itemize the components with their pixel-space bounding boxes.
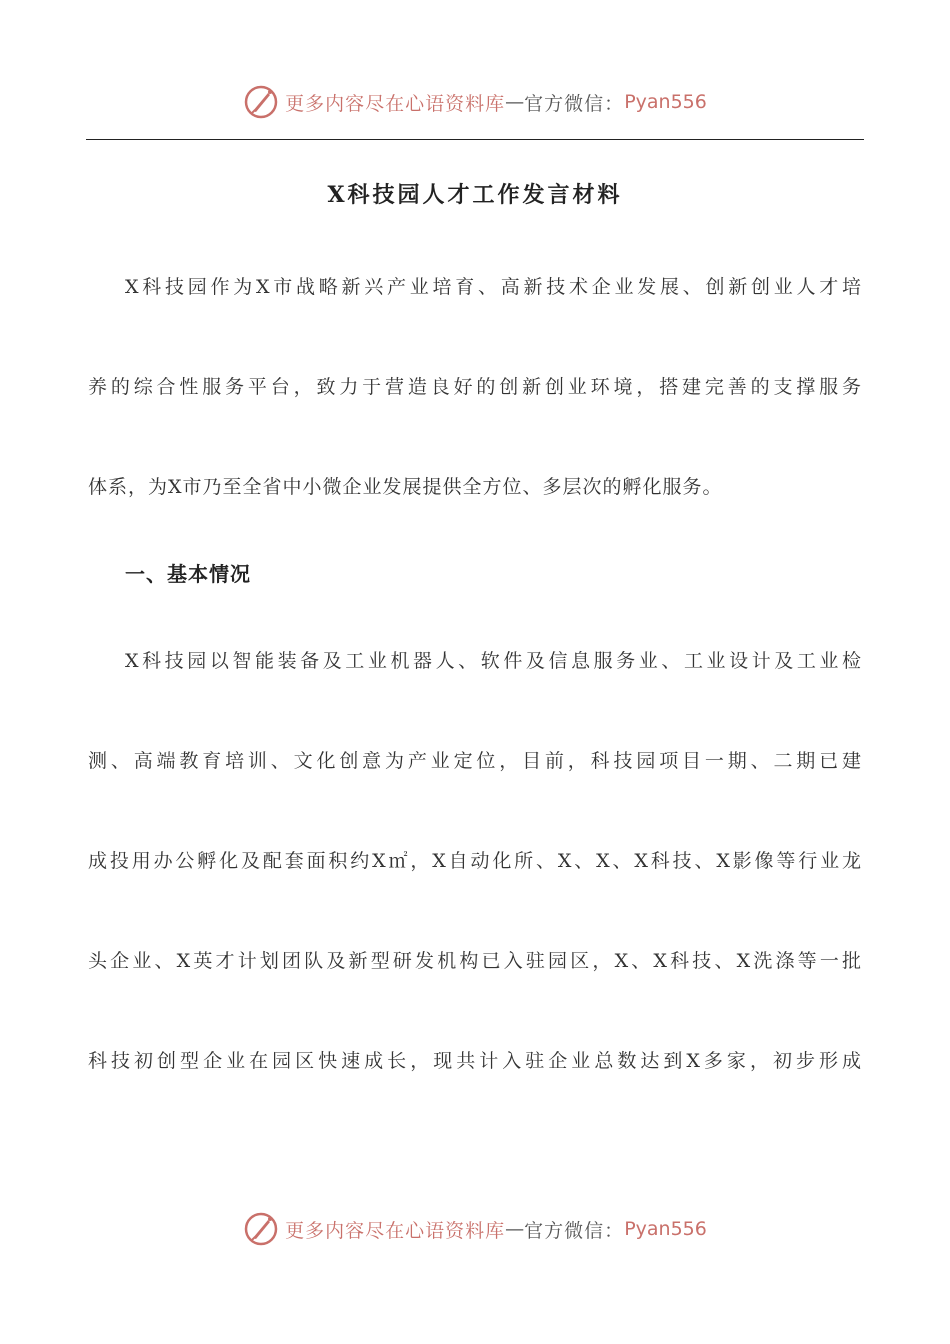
section1-line-4: 头企业、X英才计划团队及新型研发机构已入驻园区，X、X科技、X洗涤等一批 [88, 950, 862, 972]
watermark-brand: 更多内容尽在心语资料库 [285, 92, 506, 115]
quill-logo-icon [243, 1211, 279, 1247]
section1-line-3: 成投用办公孵化及配套面积约X㎡，X自动化所、X、X、X科技、X影像等行业龙 [88, 850, 862, 872]
watermark-label: 官方微信： [524, 1219, 625, 1242]
watermark-dash: — [505, 1218, 525, 1240]
intro-line-2: 养的综合性服务平台，致力于营造良好的创新创业环境，搭建完善的支撑服务 [88, 376, 862, 398]
intro-line-3: 体系，为X市乃至全省中小微企业发展提供全方位、多层次的孵化服务。 [88, 476, 723, 498]
header-watermark [0, 84, 950, 120]
quill-logo-icon [243, 84, 279, 120]
section1-line-1: X科技园以智能装备及工业机器人、软件及信息服务业、工业设计及工业检 [125, 650, 862, 672]
watermark-dash: — [505, 91, 525, 113]
section1-line-5: 科技初创型企业在园区快速成长，现共计入驻企业总数达到X多家，初步形成 [88, 1050, 862, 1072]
section1-line-2: 测、高端教育培训、文化创意为产业定位，目前，科技园项目一期、二期已建 [88, 750, 862, 772]
watermark-brand: 更多内容尽在心语资料库 [285, 1219, 506, 1242]
watermark-wechat-id: Pyan556 [624, 1218, 707, 1240]
section-heading-basic: 一、基本情况 [125, 562, 251, 586]
watermark-label: 官方微信： [524, 92, 625, 115]
document-title: X科技园人才工作发言材料 [327, 182, 623, 208]
footer-watermark [0, 1211, 950, 1247]
header-divider [86, 139, 864, 140]
watermark-wechat-id: Pyan556 [624, 91, 707, 113]
intro-line-1: X科技园作为X市战略新兴产业培育、高新技术企业发展、创新创业人才培 [125, 276, 862, 298]
